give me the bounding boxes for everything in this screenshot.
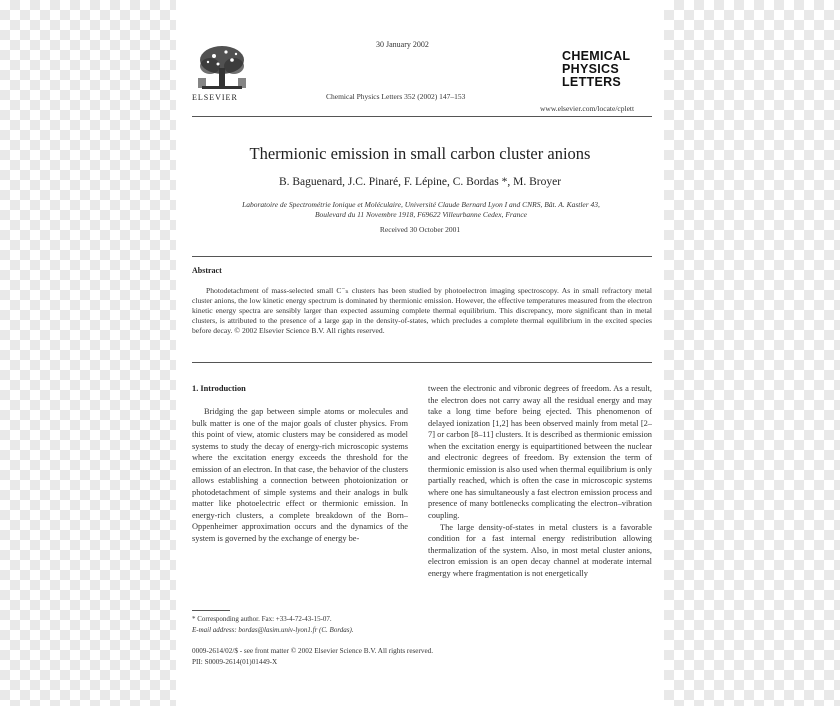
journal-logo-line: PHYSICS [562, 62, 619, 76]
footnote-line: E-mail address: bordas@lasim.univ-lyon1.fr (C. Bordas). [192, 626, 354, 634]
paragraph: The large density-of-states in metal clusters is a favorable condition for a fast internal energy redistribution allowing thermalization of the system. Also, in most metal cluster anions, electron emission is an open decay channel at moderate internal energy where fragmentation is not energetically [428, 522, 652, 578]
transparency-background-left [0, 0, 176, 706]
left-column [192, 406, 408, 545]
transparency-background-right [664, 0, 840, 706]
right-column [428, 383, 652, 579]
paper-page [176, 0, 664, 706]
journal-url[interactable]: www.elsevier.com/locate/cplett [540, 104, 635, 113]
footer-line: PII: S0009-2614(01)01449-X [192, 658, 278, 666]
copyright-footer [192, 646, 433, 668]
abstract-body: Photodetachment of mass-selected small C⁻ₙ clusters has been studied by photoelectron imaging spectroscopy. As in small refractory metal cluster anions, the low kinetic energy spectrum is dominated by thermionic emission. However, the effective temperatures measured from the electron kinetic energy spectra are sensibly larger than expected assuming complete thermal equilibrium. This discrepancy, more significant than in metal clusters, is attributed to the presence of a large gap in the density-of-states, which precludes a complete thermal equilibrium in the excited species before decay. © 2002 Elsevier Science B.V. All rights reserved. [192, 286, 652, 336]
author-affiliation [206, 200, 636, 220]
publisher-logo-text: ELSEVIER [192, 93, 238, 102]
journal-citation: Chemical Physics Letters 352 (2002) 147–153 [326, 92, 466, 101]
abstract-bottom-divider [192, 362, 652, 363]
footer-line: 0009-2614/02/$ - see front matter © 2002 Elsevier Science B.V. All rights reserved. [192, 647, 434, 655]
journal-logo-line: LETTERS [562, 75, 622, 89]
footnote [192, 614, 354, 636]
footnote-divider [192, 610, 230, 611]
abstract-top-divider [192, 256, 652, 257]
journal-logo [562, 50, 630, 89]
received-date: Received 30 October 2001 [379, 225, 461, 234]
abstract-heading: Abstract [192, 266, 222, 275]
section-heading-introduction: 1. Introduction [192, 384, 246, 393]
header-divider [192, 116, 652, 117]
article-authors: B. Baguenard, J.C. Pinaré, F. Lépine, C. Bordas *, M. Broyer [278, 176, 562, 188]
journal-logo-line: CHEMICAL [562, 49, 631, 63]
issue-date: 30 January 2002 [376, 40, 429, 49]
paragraph: Bridging the gap between simple atoms or molecules and bulk matter is one of the major goals of cluster physics. From this point of view, atomic clusters may be considered as model systems to study the decay of energy-rich microscopic systems where the excitation energy exceeds the threshold for the emission of an electron. In that case, the behavior of the clusters allows establishing a connection between photoionization or photodetachment of simple systems and their analogs in bulk matter like photoelectric effect or thermionic emission. In energy-rich clusters, a complete breakdown of the Born–Oppenheimer approximation occurs and the dynamics of the system is governed by the exchange of energy be- [192, 407, 408, 544]
elsevier-tree-logo [192, 42, 252, 94]
affiliation-line: Boulevard du 11 Novembre 1918, F69622 Villeurbanne Cedex, France [314, 210, 528, 219]
affiliation-line: Laboratoire de Spectrométrie Ionique et Moléculaire, Université Claude Bernard Lyon I and CNRS, Bât. A. Kastler 43, [242, 200, 600, 209]
paragraph: tween the electronic and vibronic degrees of freedom. As a result, the electron does not carry away all the residual energy and may take a long time before being ejected. This phenomenon of delayed ionization [1,2] has been observed mainly from metal [2–7] or carbon [8–11] clusters. It is described as thermionic emission when the excitation energy is equipartitioned between the nuclear and electronic degrees of freedom. By extension the term of thermionic emission is also used when thermal equilibrium is only partially reached, which is often the case in microscopic systems where one has simultaneously a fast electron emission process and presence of many bottlenecks complicating the electron–vibration coupling. [428, 384, 652, 521]
footnote-line: * Corresponding author. Fax: +33-4-72-43-15-07. [192, 615, 332, 623]
article-title: Thermionic emission in small carbon cluster anions [249, 144, 591, 163]
